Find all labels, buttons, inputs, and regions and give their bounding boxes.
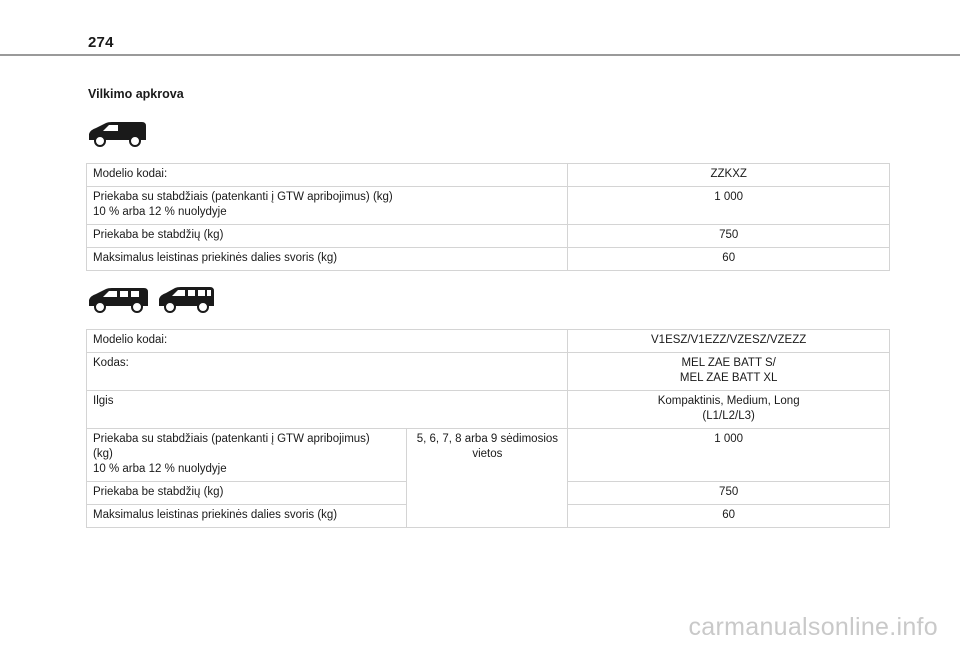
watermark: carmanualsonline.info <box>688 613 938 641</box>
model-codes-value: V1ESZ/V1EZZ/VZESZ/VZEZZ <box>568 330 890 353</box>
seats-value: 5, 6, 7, 8 arba 9 sėdimosios vietos <box>407 429 568 528</box>
table-row <box>87 429 890 482</box>
page-number: 274 <box>88 34 114 51</box>
unbraked-trailer-value: 750 <box>568 225 890 248</box>
unbraked-trailer-label: Priekaba be stabdžių (kg) <box>87 225 568 248</box>
length-label: Ilgis <box>87 391 568 429</box>
model-codes-label: Modelio kodai: <box>87 330 568 353</box>
table-row <box>87 187 890 225</box>
table-row <box>87 353 890 391</box>
van-passenger-icon <box>156 285 216 313</box>
nose-weight-label: Maksimalus leistinas priekinės dalies svoris (kg) <box>87 505 407 528</box>
braked-trailer-label: Priekaba su stabdžiais (patenkanti į GTW apribojimus) (kg) 10 % arba 12 % nuolydyje <box>87 187 568 225</box>
code-label: Kodas: <box>87 353 568 391</box>
code-value: MEL ZAE BATT S/ MEL ZAE BATT XL <box>568 353 890 391</box>
braked-trailer-value: 1 000 <box>568 187 890 225</box>
table-row <box>87 391 890 429</box>
model-codes-value: ZZKXZ <box>568 164 890 187</box>
table-row <box>87 248 890 271</box>
van-long-icon <box>86 286 150 313</box>
unbraked-trailer-value: 750 <box>568 482 890 505</box>
nose-weight-value: 60 <box>568 505 890 528</box>
unbraked-trailer-label: Priekaba be stabdžių (kg) <box>87 482 407 505</box>
length-value: Kompaktinis, Medium, Long (L1/L2/L3) <box>568 391 890 429</box>
model-codes-label: Modelio kodai: <box>87 164 568 187</box>
towing-table-1 <box>86 163 890 271</box>
table-row <box>87 164 890 187</box>
braked-trailer-value: 1 000 <box>568 429 890 482</box>
table-row <box>87 330 890 353</box>
towing-table-2 <box>86 329 890 528</box>
van-icon <box>86 120 148 147</box>
header-divider <box>0 54 960 56</box>
braked-trailer-label: Priekaba su stabdžiais (patenkanti į GTW apribojimus) (kg) 10 % arba 12 % nuolydyje <box>87 429 407 482</box>
section-title: Vilkimo apkrova <box>88 87 184 101</box>
nose-weight-label: Maksimalus leistinas priekinės dalies svoris (kg) <box>87 248 568 271</box>
nose-weight-value: 60 <box>568 248 890 271</box>
table-row <box>87 225 890 248</box>
